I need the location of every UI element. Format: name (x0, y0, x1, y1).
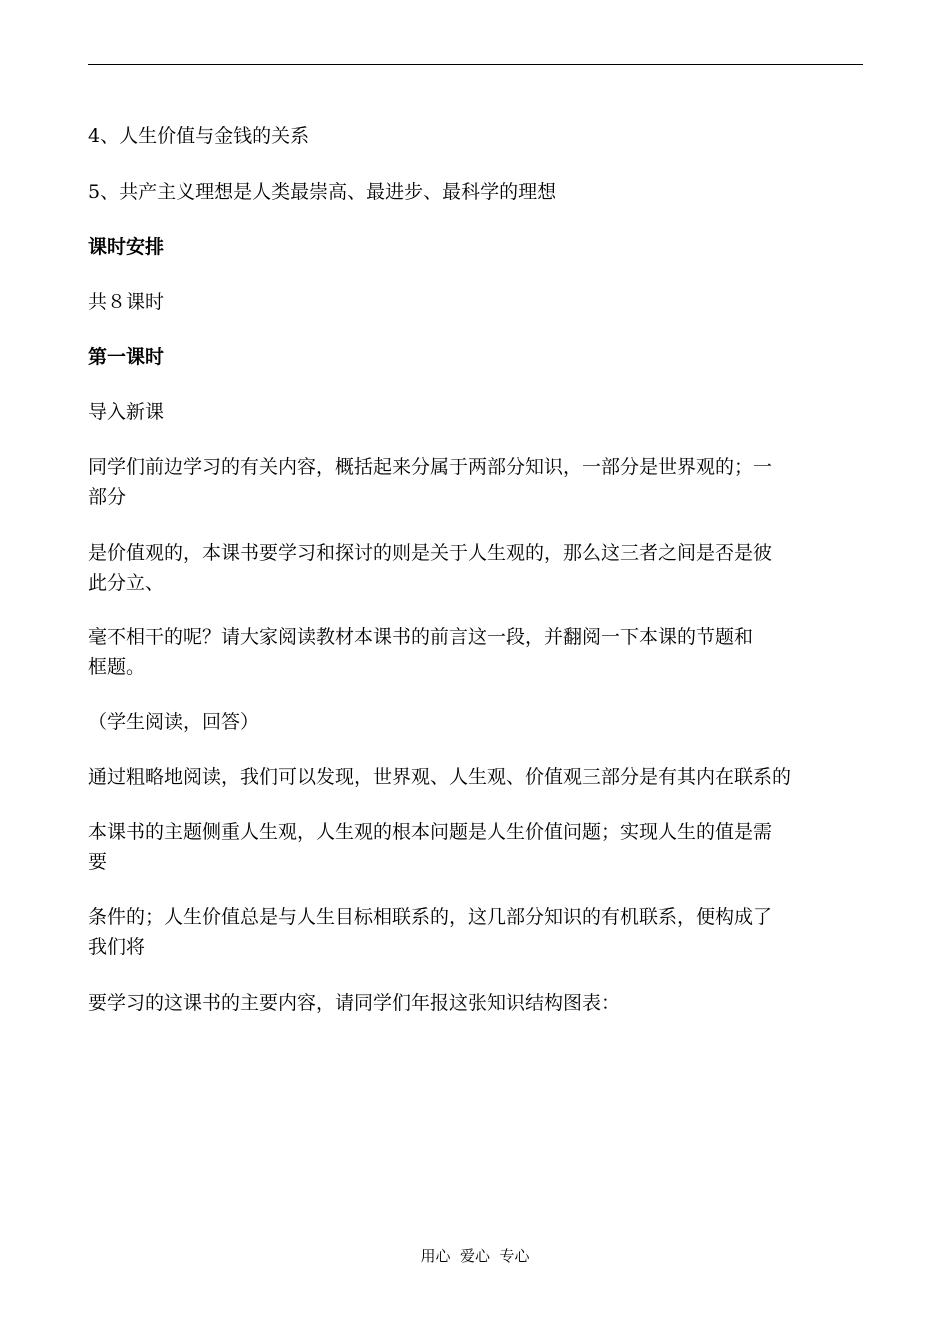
paragraph-student-response: （学生阅读，回答） (88, 711, 260, 733)
paragraph-line: 要学习的这课书的主要内容，请同学们年报这张知识结构图表： (88, 992, 621, 1014)
paragraph-line: 我们将 (88, 936, 146, 958)
page-footer: 用心 爱心 专心 (420, 1247, 530, 1265)
paragraph-intro: 导入新课 (88, 401, 165, 423)
paragraph-line: 条件的；人生价值总是与人生目标相联系的，这几部分知识的有机联系，便构成了 (88, 906, 773, 928)
paragraph-line: 本课书的主题侧重人生观，人生观的根本问题是人生价值问题；实现人生的值是需 (88, 821, 773, 843)
paragraph-line: 是价值观的，本课书要学习和探讨的则是关于人生观的，那么这三者之间是否是彼 (88, 542, 773, 564)
paragraph-line: 框题。 (88, 656, 146, 678)
paragraph-line: 同学们前边学习的有关内容，概括起来分属于两部分知识，一部分是世界观的；一 (88, 456, 773, 478)
header-rule (88, 64, 863, 65)
paragraph-line: 部分 (88, 486, 127, 508)
list-item-4: 4、人生价值与金钱的关系 (88, 125, 310, 147)
paragraph-line: 要 (88, 851, 108, 873)
paragraph-line: 毫不相干的呢？请大家阅读教材本课书的前言这一段，并翻阅一下本课的节题和 (88, 626, 754, 648)
paragraph-total-lessons: 共８课时 (88, 291, 165, 313)
section-heading-first-lesson: 第一课时 (88, 346, 165, 368)
section-heading-schedule: 课时安排 (88, 236, 165, 258)
paragraph-line: 通过粗略地阅读，我们可以发现，世界观、人生观、价值观三部分是有其内在联系的 (88, 766, 792, 788)
paragraph-line: 此分立、 (88, 572, 165, 594)
list-item-5: 5、共产主义理想是人类最崇高、最进步、最科学的理想 (88, 181, 557, 203)
